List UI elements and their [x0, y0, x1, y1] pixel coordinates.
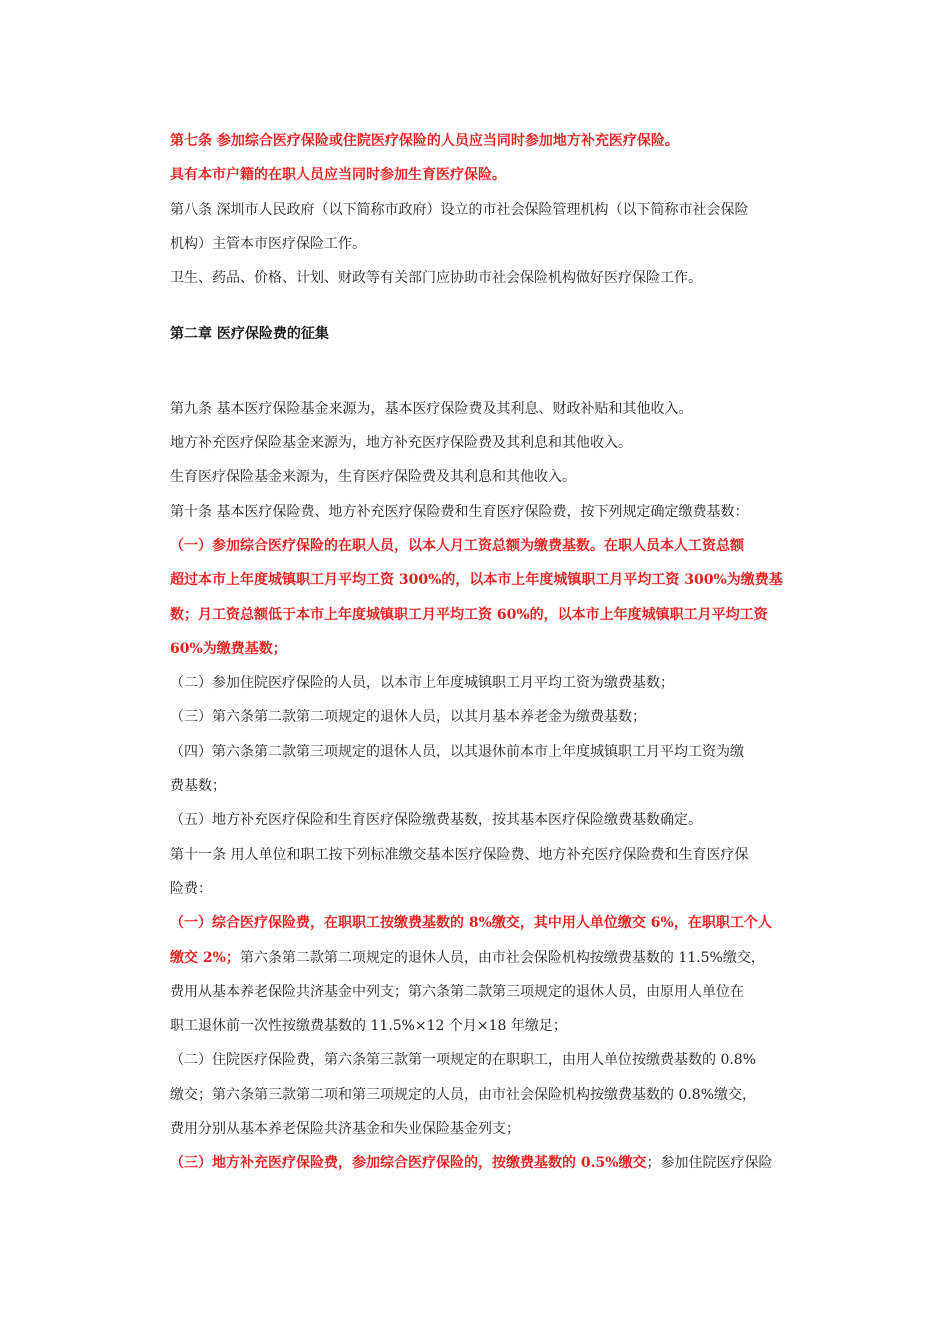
article-10-item-3: （三）第六条第二款第二项规定的退休人员，以其月基本养老金为缴费基数； — [170, 709, 646, 726]
article-10-item-1-line-1: （一）参加综合医疗保险的在职人员，以本人月工资总额为缴费基数。在职人员本人工资总额 — [170, 537, 744, 554]
article-10-item-5: （五）地方补充医疗保险和生育医疗保险缴费基数，按其基本医疗保险缴费基数确定。 — [170, 812, 702, 829]
article-8-line-1: 第八条 深圳市人民政府（以下简称市政府）设立的市社会保险管理机构（以下简称市社会保险 — [170, 201, 749, 218]
article-10-item-1-line-4: 60%为缴费基数； — [170, 640, 287, 657]
article-11-item-3-line-1 — [170, 1146, 780, 1180]
article-11-line-1: 第十一条 用人单位和职工按下列标准缴交基本医疗保险费、地方补充医疗保险费和生育医疗保 — [170, 846, 749, 863]
article-11-item-2-line-1: （二）住院医疗保险费，第六条第三款第一项规定的在职职工，由用人单位按缴费基数的 0.8% — [170, 1052, 757, 1069]
article-11-item-3-rest: ；参加住院医疗保险 — [646, 1155, 773, 1172]
article-10-item-4-line-2: 费基数； — [170, 778, 226, 795]
article-7-line-1: 第七条 参加综合医疗保险或住院医疗保险的人员应当同时参加地方补充医疗保险。 — [170, 133, 679, 149]
article-10-item-1-line-3: 数；月工资总额低于本市上年度城镇职工月平均工资 60%的，以本市上年度城镇职工月平均工资 — [170, 606, 768, 623]
article-8-line-2: 机构）主管本市医疗保险工作。 — [170, 235, 366, 252]
article-11-item-2-line-2: 缴交；第六条第三款第二项和第三项规定的人员，由市社会保险机构按缴费基数的 0.8%缴交， — [170, 1086, 757, 1103]
article-11-item-1-line-1: （一）综合医疗保险费，在职职工按缴费基数的 8%缴交，其中用人单位缴交 6%，在职职工个人 — [170, 915, 772, 932]
article-10-line-1: 第十条 基本医疗保险费、地方补充医疗保险费和生育医疗保险费，按下列规定确定缴费基数： — [170, 503, 749, 520]
article-10-item-2: （二）参加住院医疗保险的人员，以本市上年度城镇职工月平均工资为缴费基数； — [170, 675, 674, 692]
article-11-item-2-line-3: 费用分别从基本养老保险共济基金和失业保险基金列支； — [170, 1121, 520, 1138]
article-11-item-1-line-2-highlight: 缴交 2%； — [170, 949, 240, 966]
chapter-2-title: 第二章 医疗保险费的征集 — [170, 326, 329, 343]
article-9-line-2: 地方补充医疗保险基金来源为，地方补充医疗保险费及其利息和其他收入。 — [170, 435, 632, 452]
article-8-line-3: 卫生、药品、价格、计划、财政等有关部门应协助市社会保险机构做好医疗保险工作。 — [170, 270, 702, 287]
article-10-item-4-line-1: （四）第六条第二款第三项规定的退休人员，以其退休前本市上年度城镇职工月平均工资为缴 — [170, 743, 744, 760]
document-body — [170, 124, 783, 1181]
article-11-item-1-line-3: 费用从基本养老保险共济基金中列支；第六条第二款第三项规定的退休人员，由原用人单位在 — [170, 983, 744, 1000]
article-11-item-1-line-4: 职工退休前一次性按缴费基数的 11.5%×12 个月×18 年缴足； — [170, 1018, 567, 1035]
article-9-line-3: 生育医疗保险基金来源为，生育医疗保险费及其利息和其他收入。 — [170, 469, 576, 486]
article-11-line-2: 险费： — [170, 880, 212, 897]
article-11-item-1-line-2-rest: 第六条第二款第二项规定的退休人员，由市社会保险机构按缴费基数的 11.5%缴交， — [239, 949, 765, 966]
article-7-line-2: 具有本市户籍的在职人员应当同时参加生育医疗保险。 — [170, 167, 506, 184]
article-11-item-3-highlight: （三）地方补充医疗保险费，参加综合医疗保险的，按缴费基数的 0.5%缴交 — [170, 1155, 647, 1172]
article-10-item-1-line-2: 超过本市上年度城镇职工月平均工资 300%的，以本市上年度城镇职工月平均工资 300%为缴费基 — [170, 572, 783, 589]
article-9-line-1: 第九条 基本医疗保险基金来源为，基本医疗保险费及其利息、财政补贴和其他收入。 — [170, 400, 693, 417]
article-11-item-1-line-2 — [170, 941, 780, 975]
